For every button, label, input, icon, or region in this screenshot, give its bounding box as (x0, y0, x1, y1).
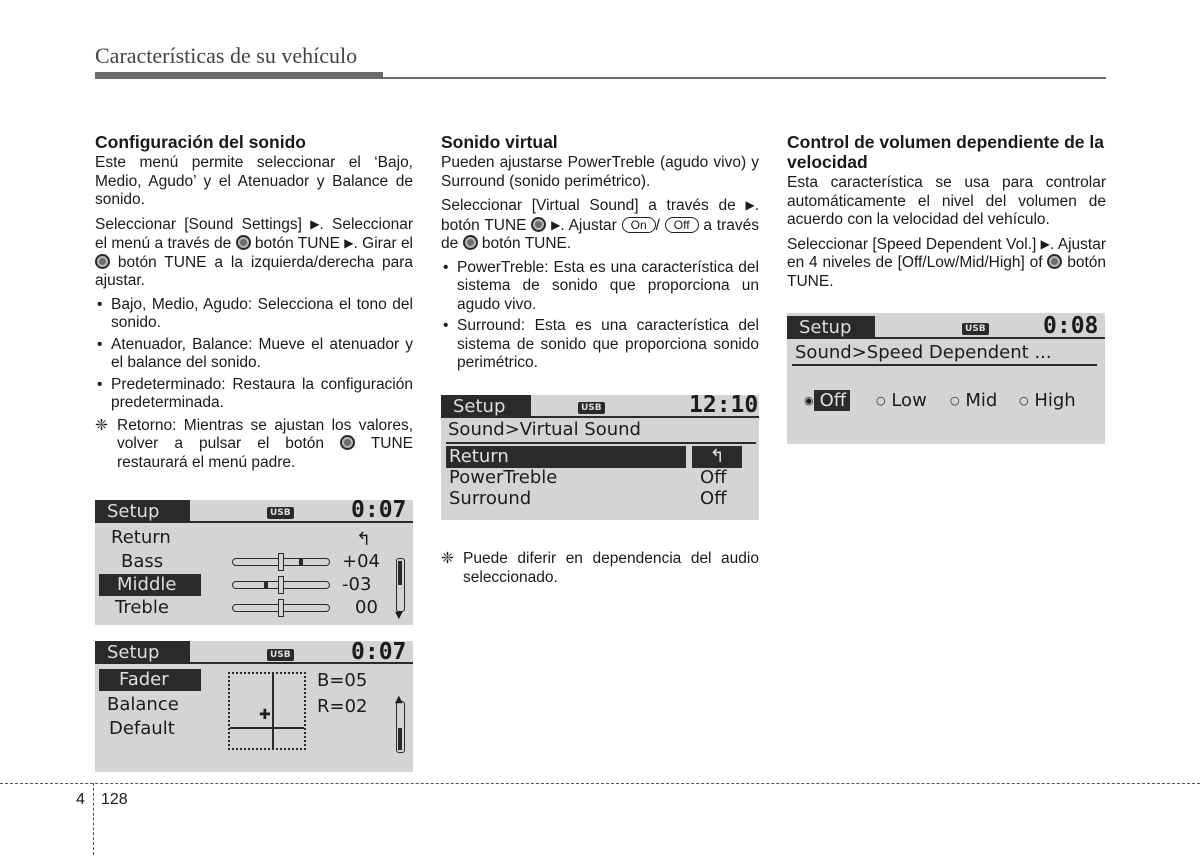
usb-badge: USB (962, 323, 989, 335)
fader-readout: B=05 (317, 670, 368, 691)
text: Retorno: Mientras se ajustan los valores, volver a pulsar el botón (117, 416, 413, 452)
slider-level-mark (299, 559, 303, 565)
column-speed-volume (787, 132, 1106, 296)
slider-handle[interactable] (278, 576, 284, 594)
arrow-right-icon: ▶ (745, 198, 755, 212)
text: / (655, 216, 660, 234)
text: . botón TUNE (441, 197, 759, 234)
column-virtual-sound (441, 132, 759, 377)
arrow-right-icon: ▶ (344, 236, 354, 250)
clock: 12:10 (689, 395, 759, 418)
tune-knob-icon (340, 435, 355, 450)
paragraph (95, 215, 413, 291)
list-item: • Atenuador, Balance: Mueve el atenuador y el balance del sonido. (95, 336, 413, 373)
clock: 0:07 (351, 641, 407, 665)
clock: 0:08 (1043, 313, 1099, 339)
usb-badge: USB (267, 507, 294, 519)
section-heading: Configuración del sonido (95, 132, 306, 152)
scrollbar[interactable] (396, 558, 405, 612)
slider-handle[interactable] (278, 599, 284, 617)
text: Seleccionar [Sound Settings] (95, 215, 302, 233)
scroll-thumb (398, 561, 402, 585)
text: Seleccionar [Speed Dependent Vol.] (787, 235, 1037, 253)
radio-icon: ○ (950, 394, 960, 407)
radio-icon: ○ (876, 394, 886, 407)
middle-value: -03 (342, 574, 372, 595)
off-button-icon: Off (665, 217, 699, 233)
paragraph: Este menú permite seleccionar el ‘Bajo, Medio, Agudo’ y el Atenuador y Balance de sonido. (95, 154, 413, 208)
option-label: High (1034, 390, 1076, 411)
screen-title: Setup (787, 316, 875, 339)
menu-item-default[interactable]: Default (109, 718, 175, 739)
scroll-thumb (398, 728, 402, 750)
text: . Ajustar en 4 niveles de [Off/Low/Mid/High] of (787, 235, 1106, 271)
column-virtual-sound-note (441, 550, 759, 592)
text: . Girar el (353, 235, 414, 252)
usb-badge: USB (267, 649, 294, 661)
arrow-right-icon: ▶ (310, 216, 320, 231)
header-rule (383, 77, 1106, 79)
menu-path: Sound>Virtual Sound (448, 419, 641, 440)
bullet-list (95, 296, 413, 413)
menu-item-treble[interactable]: Treble (115, 597, 169, 618)
menu-item-fader[interactable]: Fader (99, 669, 201, 691)
treble-value: 00 (355, 597, 378, 618)
return-arrow-icon: ↰ (692, 446, 742, 468)
clock: 0:07 (351, 500, 407, 523)
return-arrow-icon: ↰ (356, 529, 372, 550)
option-label: Off (814, 390, 851, 411)
slider-handle[interactable] (278, 553, 284, 571)
screen-title: Setup (95, 641, 190, 664)
note-mark-icon: ❈ (441, 550, 454, 567)
footer-divider (93, 783, 94, 855)
tune-knob-icon (236, 235, 251, 250)
section-heading: Control de volumen dependiente de la velocidad (787, 132, 1104, 172)
text: botón TUNE (254, 235, 340, 252)
paragraph (787, 235, 1106, 292)
path-underline (446, 442, 756, 444)
column-sound-config (95, 132, 413, 477)
balance-readout: R=02 (317, 696, 368, 717)
radio-icon: ○ (1019, 394, 1029, 407)
list-item: • Predeterminado: Restaura la configuración predeterminada. (95, 376, 413, 413)
option-label: Mid (965, 390, 998, 411)
page-header-title: Características de su vehículo (95, 43, 358, 68)
option-low[interactable] (876, 390, 927, 412)
header-bar (95, 72, 383, 79)
note (441, 550, 759, 587)
on-button-icon: On (622, 217, 656, 233)
paragraph: Pueden ajustarse PowerTreble (agudo vivo) y Surround (sonido perimétrico). (441, 154, 759, 190)
paragraph (441, 196, 759, 254)
screen-title: Setup (95, 500, 190, 523)
tune-knob-icon (531, 217, 546, 232)
usb-badge: USB (578, 402, 605, 414)
text: botón TUNE a la izquierda/derecha para ajustar. (95, 253, 413, 289)
menu-item-powertreble[interactable]: PowerTreble (449, 467, 558, 488)
text: Puede diferir en dependencia del audio seleccionado. (463, 550, 759, 586)
screen-title: Setup (441, 395, 531, 418)
option-off[interactable] (804, 390, 850, 412)
page-number: 128 (101, 791, 128, 808)
text: . Ajustar (560, 216, 617, 234)
list-item: • Bajo, Medio, Agudo: Selecciona el tono del sonido. (95, 296, 413, 333)
chapter-number: 4 (76, 791, 85, 808)
menu-item-surround[interactable]: Surround (449, 488, 532, 509)
text: . Seleccionar el menú a través de (95, 215, 414, 252)
scroll-up-icon: ▲ (395, 694, 403, 705)
footer-rule (0, 783, 1200, 784)
screen-sound-settings (95, 500, 413, 625)
note-mark-icon: ❈ (95, 416, 108, 434)
text: Seleccionar [Virtual Sound] a través de (441, 197, 736, 214)
menu-item-return[interactable]: Return (111, 527, 171, 548)
arrow-right-icon: ▶ (1040, 236, 1050, 251)
text: botón TUNE. (481, 235, 572, 252)
screen-virtual-sound (441, 395, 759, 520)
screen-fader-balance (95, 641, 413, 772)
bullet-list (441, 259, 759, 373)
menu-item-balance[interactable]: Balance (107, 694, 179, 715)
scroll-down-icon: ▼ (395, 610, 403, 621)
text: TUNE restaurará el menú padre. (117, 435, 414, 471)
bass-value: +04 (342, 551, 380, 572)
option-mid[interactable] (950, 390, 997, 412)
section-heading: Sonido virtual (441, 132, 558, 152)
tune-knob-icon (463, 235, 478, 250)
text: botón TUNE. (787, 254, 1107, 290)
list-item: • PowerTreble: Esta es una característica del sistema de sonido que proporciona un agudo vivo. (441, 259, 759, 315)
tune-knob-icon (1047, 254, 1062, 269)
scrollbar[interactable] (396, 701, 405, 753)
menu-item-return[interactable]: Return (446, 446, 686, 468)
screen-speed-dependent (787, 313, 1105, 444)
fader-balance-grid[interactable] (228, 672, 306, 750)
list-item: • Surround: Esta es una característica del sistema de sonido que proporciona sonido perimétrico. (441, 317, 759, 373)
tune-knob-icon (95, 254, 110, 269)
powertreble-value: Off (700, 467, 727, 488)
menu-item-middle[interactable]: Middle (99, 574, 201, 596)
arrow-right-icon: ▶ (551, 217, 561, 232)
radio-selected-icon: ◉ (804, 394, 814, 407)
menu-item-bass[interactable]: Bass (121, 551, 164, 572)
path-underline (792, 364, 1097, 366)
text: a través de (441, 216, 759, 252)
menu-path: Sound>Speed Dependent ... (795, 342, 1052, 363)
option-high[interactable] (1019, 390, 1076, 412)
grid-h-line (230, 727, 304, 729)
grid-v-line (272, 674, 274, 748)
position-marker-icon: ✚ (259, 707, 271, 723)
note (95, 417, 413, 473)
surround-value: Off (700, 488, 727, 509)
paragraph: Esta característica se usa para controlar automáticamente el nivel del volumen de acuerdo con la velocidad del vehículo. (787, 174, 1106, 228)
slider-level-mark (264, 582, 268, 588)
option-label: Low (891, 390, 927, 411)
